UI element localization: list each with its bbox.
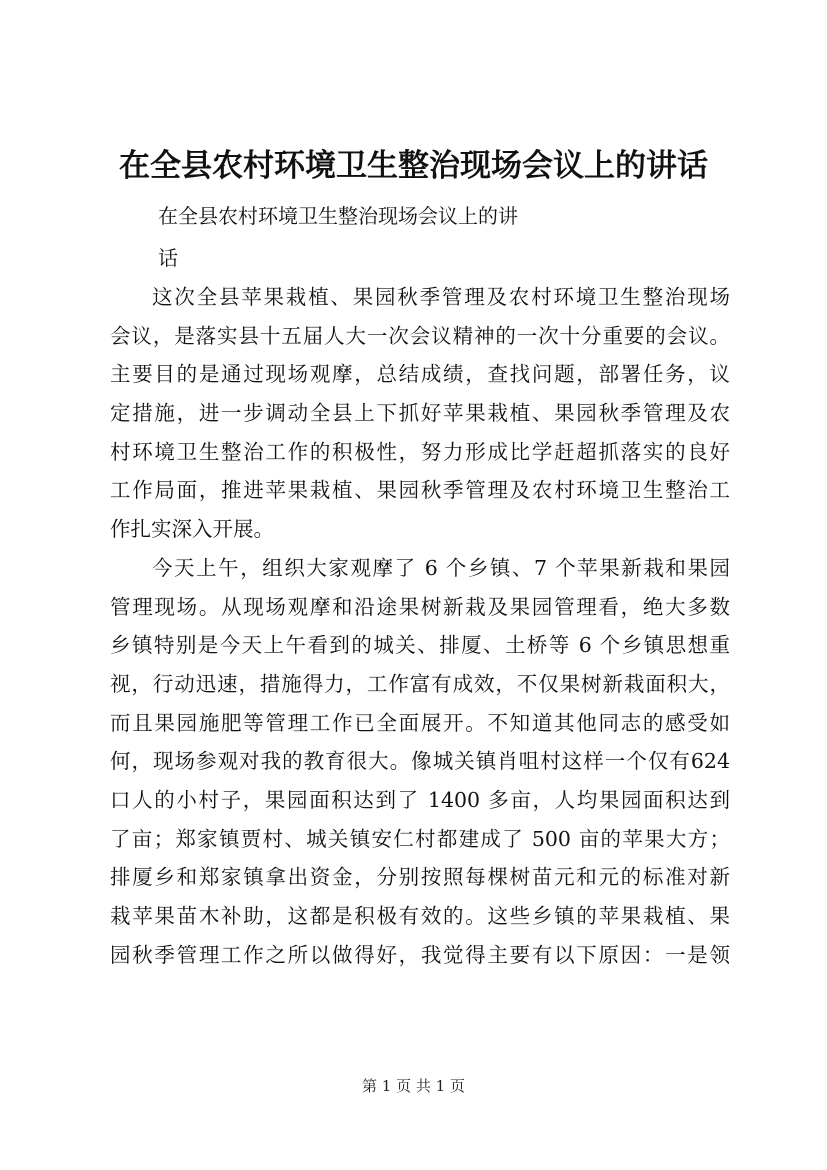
paragraph-2-line-11: 园秋季管理工作之所以做得好，我觉得主要有以下原因：一是领: [110, 942, 730, 967]
paragraph-2-line-1: 今天上午，组织大家观摩了 6 个乡镇、7 个苹果新栽和果园: [152, 555, 730, 580]
paragraph-1-line-6: 工作局面，推进苹果栽植、果园秋季管理及农村环境卫生整治工: [110, 478, 730, 503]
paragraph-2-line-6: 何，现场参观对我的教育很大。像城关镇肖咀村这样一个仅有624: [110, 749, 730, 774]
document-subtitle-line-2: 话: [158, 246, 178, 270]
paragraph-2-line-4: 视，行动迅速，措施得力，工作富有成效，不仅果树新栽面积大，: [110, 671, 730, 696]
paragraph-2-line-3: 乡镇特别是今天上午看到的城关、排厦、土桥等 6 个乡镇思想重: [110, 633, 730, 658]
paragraph-2-line-5: 而且果园施肥等管理工作已全面展开。不知道其他同志的感受如: [110, 710, 730, 735]
paragraph-2-line-7: 口人的小村子，果园面积达到了 1400 多亩，人均果园面积达到: [110, 787, 730, 812]
document-subtitle-line-1: 在全县农村环境卫生整治现场会议上的讲: [158, 204, 518, 228]
paragraph-1-line-4: 定措施，进一步调动全县上下抓好苹果栽植、果园秋季管理及农: [110, 401, 730, 426]
paragraph-1-line-7: 作扎实深入开展。: [110, 517, 274, 542]
paragraph-2-line-10: 栽苹果苗木补助，这都是积极有效的。这些乡镇的苹果栽植、果: [110, 904, 730, 928]
paragraph-1-line-5: 村环境卫生整治工作的积极性，努力形成比学赶超抓落实的良好: [110, 439, 730, 464]
paragraph-2-line-2: 管理现场。从现场观摩和沿途果树新栽及果园管理看，绝大多数: [110, 594, 730, 619]
paragraph-2-line-9: 排厦乡和郑家镇拿出资金，分别按照每棵树苗元和元的标准对新: [110, 865, 730, 890]
paragraph-1-line-2: 会议，是落实县十五届人大一次会议精神的一次十分重要的会议。: [110, 323, 730, 348]
document-title: 在全县农村环境卫生整治现场会议上的讲话: [119, 148, 708, 184]
document-body: [110, 278, 730, 974]
paragraph-1-line-3: 主要目的是通过现场观摩，总结成绩，查找问题，部署任务，议: [110, 362, 730, 387]
paragraph-2-line-8: 了亩；郑家镇贾村、城关镇安仁村都建成了 500 亩的苹果大方；: [110, 826, 730, 851]
page-footer: 第 1 页 共 1 页: [362, 1077, 465, 1095]
paragraph-1-line-1: 这次全县苹果栽植、果园秋季管理及农村环境卫生整治现场: [152, 285, 730, 309]
